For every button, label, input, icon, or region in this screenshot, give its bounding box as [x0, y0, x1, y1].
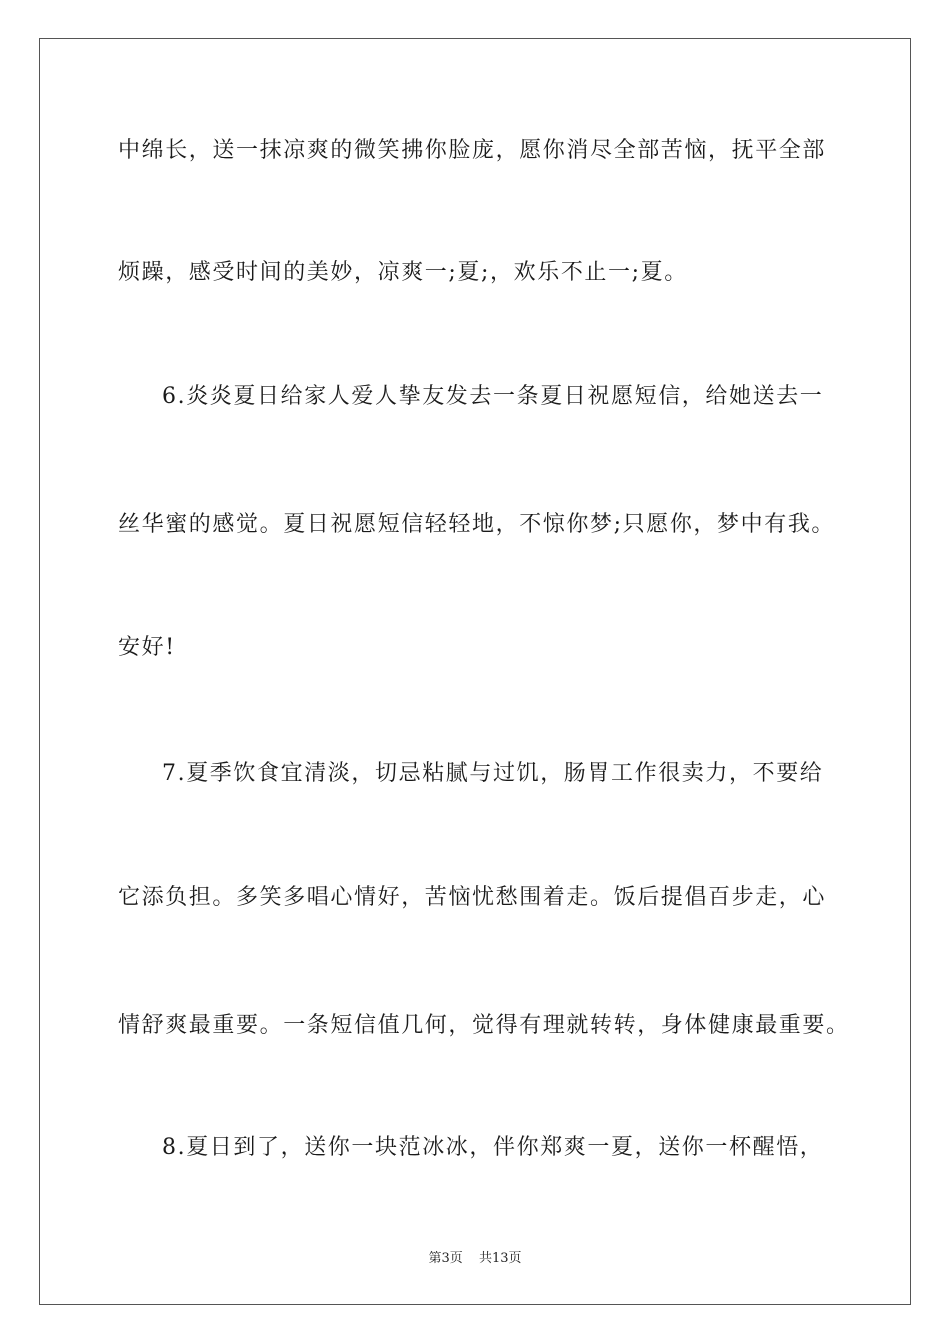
page-total: 共13页 — [478, 1251, 522, 1266]
text-line-3: 6.炎炎夏日给家人爱人挚友发去一条夏日祝愿短信，给她送去一 — [162, 384, 824, 409]
text-line-9: 8.夏日到了，送你一块范冰冰，伴你郑爽一夏，送你一杯醒悟， — [162, 1135, 824, 1160]
text-line-5: 安好! — [118, 635, 176, 660]
text-line-6: 7.夏季饮食宜清淡，切忌粘腻与过饥，肠胃工作很卖力，不要给 — [162, 761, 824, 786]
text-line-1: 中绵长，送一抹凉爽的微笑拂你脸庞，愿你消尽全部苦恼，抚平全部 — [118, 138, 827, 163]
text-line-4: 丝华蜜的感觉。夏日祝愿短信轻轻地，不惊你梦;只愿你，梦中有我。 — [118, 512, 836, 537]
page-number: 第3页 — [428, 1251, 463, 1266]
page-footer — [0, 1247, 950, 1266]
text-line-2: 烦躁，感受时间的美妙，凉爽一;夏;，欢乐不止一;夏。 — [118, 260, 688, 285]
text-line-7: 它添负担。多笑多唱心情好，苦恼忧愁围着走。饭后提倡百步走，心 — [118, 885, 827, 910]
page-border — [39, 38, 911, 1305]
text-line-8: 情舒爽最重要。一条短信值几何，觉得有理就转转，身体健康最重要。 — [118, 1013, 850, 1038]
